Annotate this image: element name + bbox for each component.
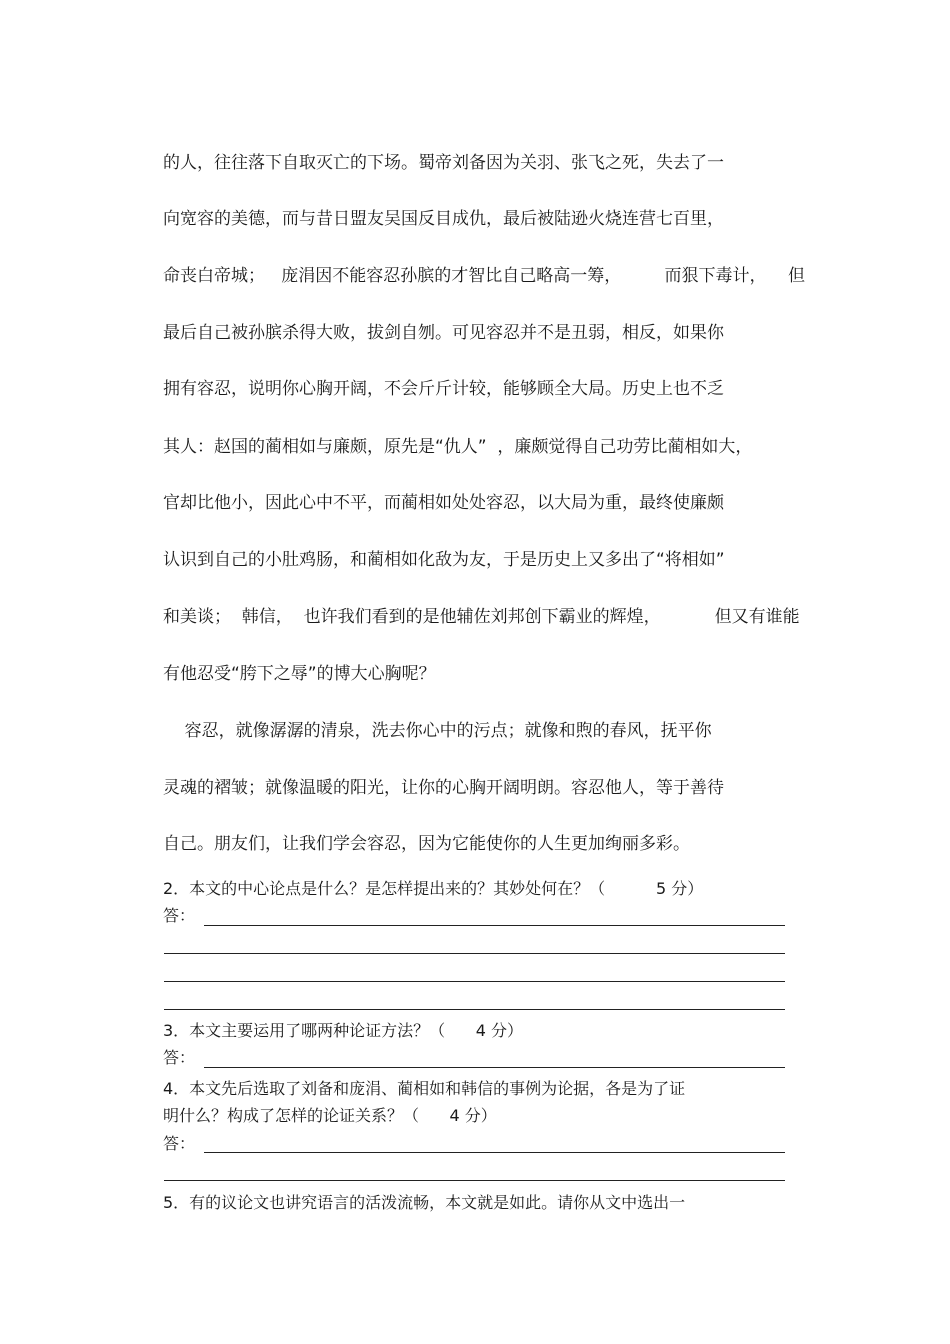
essay-line: 官却比他小，因此心中不平，而蔺相如处处容忍，以大局为重，最终使廉颇 [163,493,724,513]
answer-label: 答： [163,906,196,925]
question-4-text: 4．本文先后选取了刘备和庞涓、蔺相如和韩信的事例为论据，各是为了证 [163,1079,686,1098]
question-3-text: 3．本文主要运用了哪两种论证方法？（ 4 分） [163,1021,523,1040]
essay-line: 有他忍受“胯下之辱”的博大心胸呢？ [163,664,436,684]
answer-line[interactable] [204,925,785,926]
essay-line: 自己。朋友们，让我们学会容忍，因为它能使你的人生更加绚丽多彩。 [163,834,690,854]
essay-line: 的人，往往落下自取灭亡的下场。蜀帝刘备因为关羽、张飞之死，失去了一 [163,153,724,173]
essay-line: 灵魂的褶皱；就像温暖的阳光，让你的心胸开阔明朗。容忍他人，等于善待 [163,778,724,798]
essay-line: 命丧白帝城； 庞涓因不能容忍孙膑的才智比自己略高一筹， 而狠下毒计， 但 [163,266,806,286]
essay-line: 最后自己被孙膑杀得大败，拔剑自刎。可见容忍并不是丑弱，相反，如果你 [163,323,724,343]
essay-line: 认识到自己的小肚鸡肠，和蔺相如化敌为友，于是历史上又多出了“将相如” [163,550,725,570]
answer-line[interactable] [164,953,785,954]
answer-line[interactable] [164,1009,785,1010]
answer-line[interactable] [164,981,785,982]
answer-line[interactable] [164,1180,785,1181]
answer-label: 答： [163,1134,196,1153]
essay-line: 和美谈； 韩信， 也许我们看到的是他辅佐刘邦创下霸业的辉煌， 但又有谁能 [163,607,800,627]
answer-line[interactable] [204,1152,785,1153]
essay-line: 容忍，就像潺潺的清泉，洗去你心中的污点；就像和煦的春风，抚平你 [163,721,712,741]
question-5-text: 5．有的议论文也讲究语言的活泼流畅，本文就是如此。请你从文中选出一 [163,1193,686,1212]
question-2-text: 2．本文的中心论点是什么？是怎样提出来的？其妙处何在？（ 5 分） [163,879,704,898]
essay-line: 拥有容忍，说明你心胸开阔，不会斤斤计较，能够顾全大局。历史上也不乏 [163,379,724,399]
essay-line: 其人：赵国的蔺相如与廉颇，原先是“仇人” ，廉颇觉得自己功劳比蔺相如大， [163,437,753,457]
answer-line[interactable] [204,1067,785,1068]
question-4-text: 明什么？构成了怎样的论证关系？（ 4 分） [163,1106,497,1125]
essay-line: 向宽容的美德，而与昔日盟友吴国反目成仇，最后被陆逊火烧连营七百里， [163,209,724,229]
answer-label: 答： [163,1048,196,1067]
